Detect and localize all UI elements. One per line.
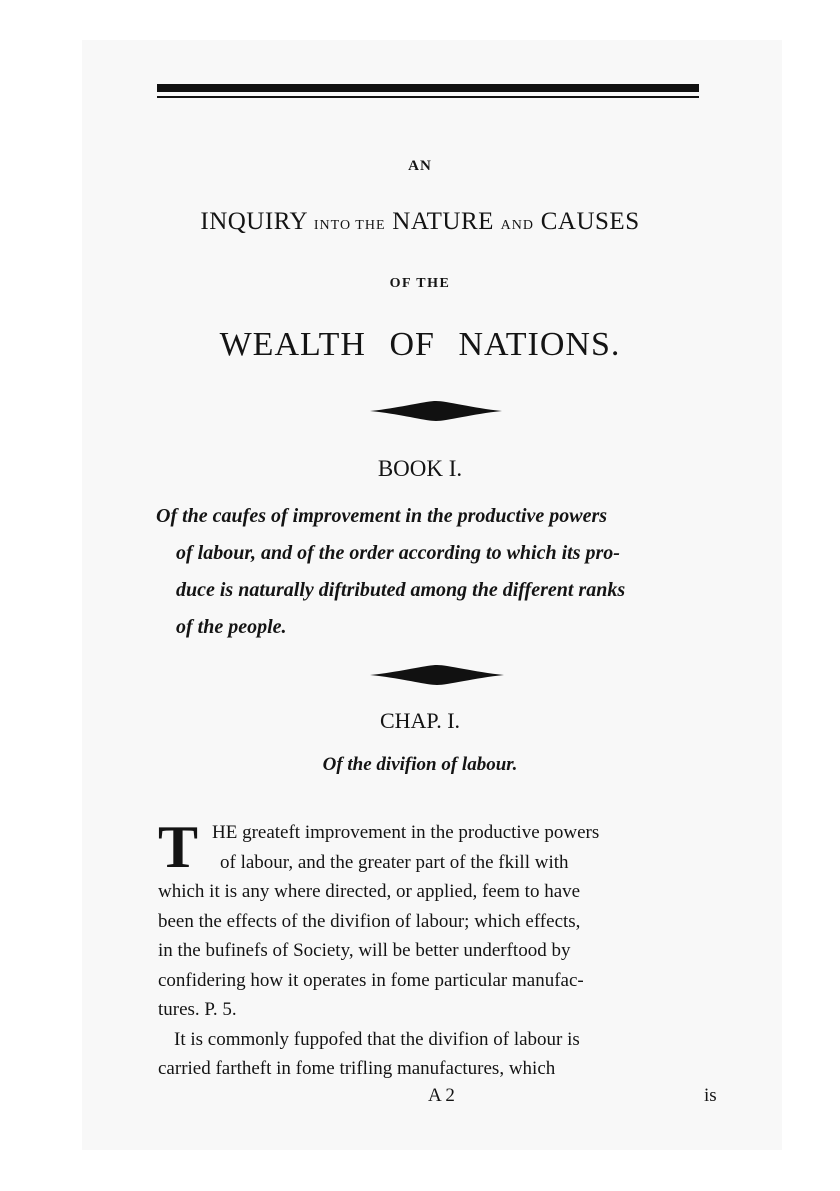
chapter-description: Of the divifion of labour. [322,754,518,775]
title-line [0,208,840,236]
book-heading: BOOK I. [377,456,463,481]
top-rule-thick [157,84,699,92]
book-description-line: of labour, and of the order according to which its pro- [176,542,620,564]
main-title: WEALTH OF NATIONS. [219,326,621,363]
title-causes: CAUSES [540,208,640,235]
title-and: AND [500,218,534,233]
ornament-divider-icon [370,400,502,422]
book-description-line: duce is naturally diftributed among the different ranks [176,579,626,601]
title-an: AN [408,158,432,174]
body-text [158,814,728,1084]
signature-mark: A 2 [428,1085,455,1106]
body-line: tures. P. 5. [158,999,237,1020]
body-line: of labour, and the greater part of the fkill with [220,851,569,873]
top-rule-thin [157,96,699,98]
body-line: HE greateft improvement in the productive powers [212,822,600,843]
title-inquiry: INQUIRY [200,208,308,235]
body-line: It is commonly fuppofed that the divifion of labour is [174,1028,580,1050]
body-line: in the bufinefs of Society, will be better underftood by [158,940,571,961]
catchword: is [704,1085,717,1106]
body-line: which it is any where directed, or applied, feem to have [158,881,581,902]
body-line: confidering how it operates in fome particular manufac- [158,969,584,991]
book-description-line: of the people. [176,616,287,638]
title-of-the: OF THE [389,276,451,291]
body-line: been the effects of the divifion of labour; which effects, [158,910,581,932]
drop-cap: T [158,814,199,880]
book-description [156,498,736,646]
title-into-the: INTO THE [313,218,386,233]
ornament-divider-icon [370,664,504,686]
book-description-line: Of the caufes of improvement in the productive powers [156,505,608,527]
body-line: carried fartheft in fome trifling manufactures, which [158,1058,556,1079]
chapter-heading: CHAP. I. [379,708,461,733]
title-nature: NATURE [392,208,494,235]
